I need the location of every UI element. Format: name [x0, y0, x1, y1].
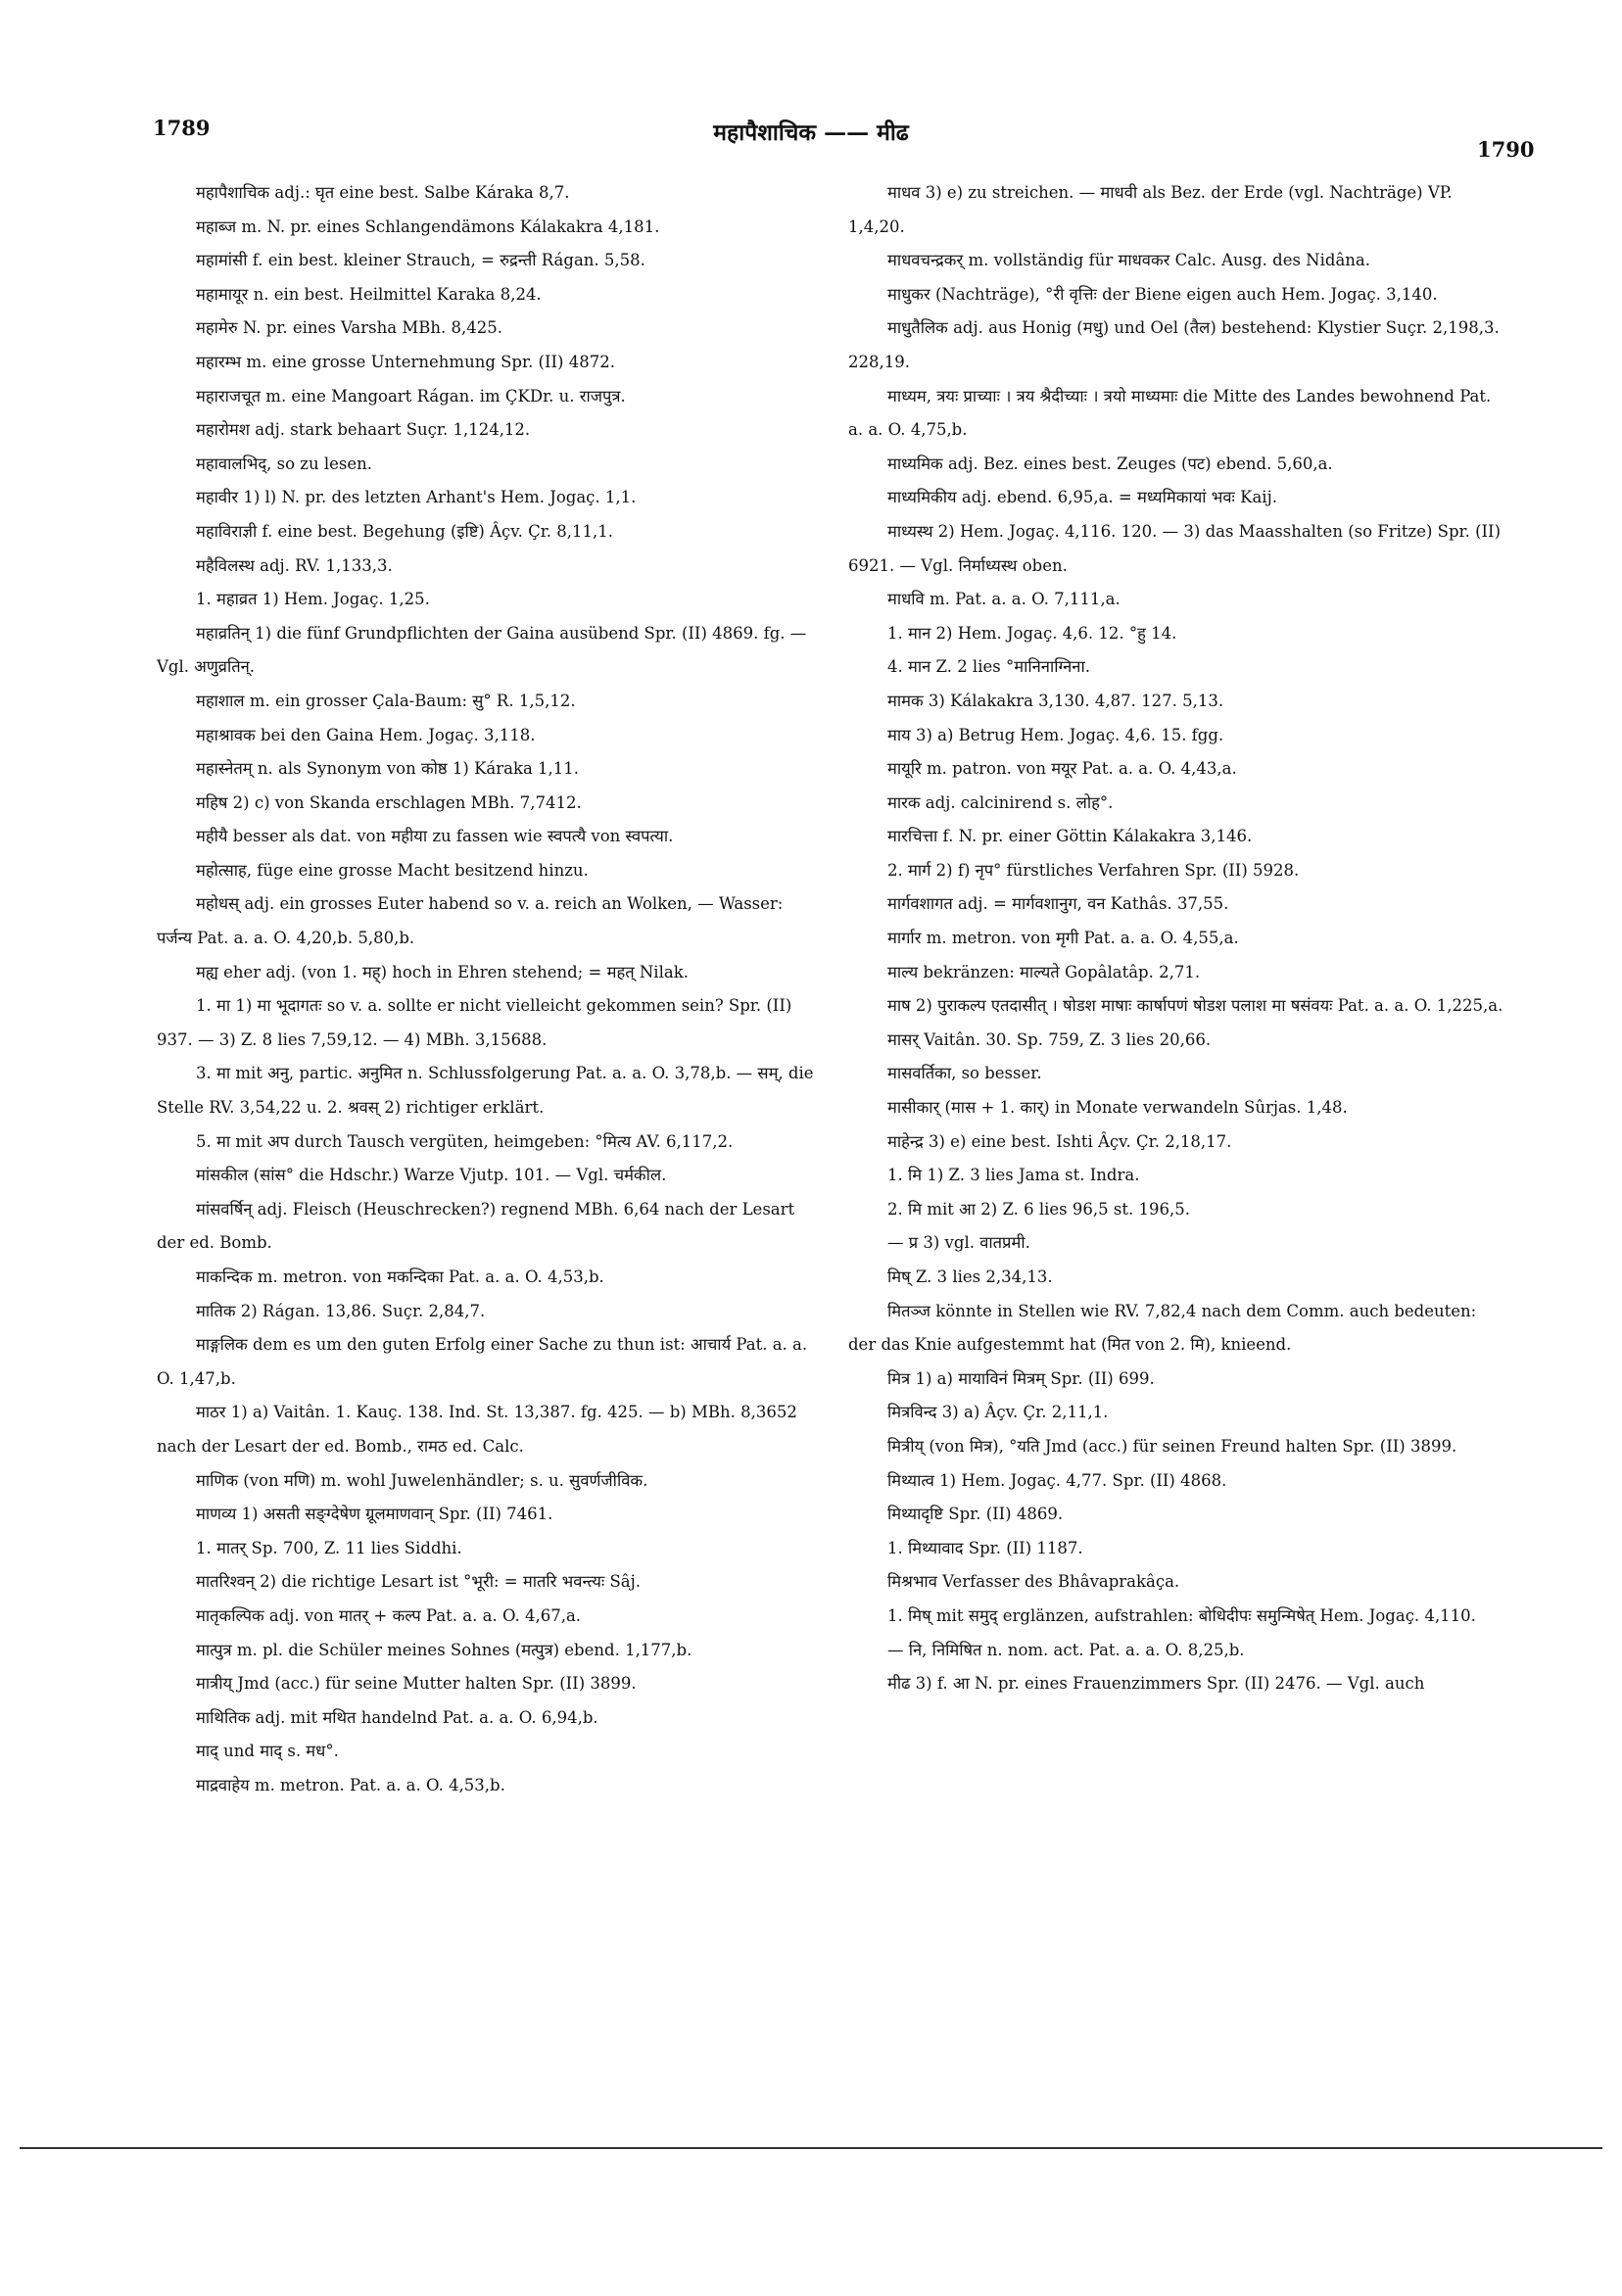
dictionary-entry: माष 2) पुराकल्प एतदासीत् । षोडश माषाः कार्षापणं षोडश पलाश मा षसंवयः Pat. a. a. O. 1,225,a. — [887, 996, 1503, 1016]
dictionary-entry: महाश्रावक bei den Gaina Hem. Jogaç. 3,118. — [196, 725, 536, 744]
dictionary-entry: मित्रीय् (von मित्र), °यति Jmd (acc.) für seinen Freund halten Spr. (II) 3899. — [887, 1436, 1457, 1456]
dictionary-entry: माहेन्द्र 3) e) eine best. Ishti Âçv. Çr. 2,18,17. — [887, 1131, 1232, 1151]
dictionary-entry: माधवि m. Pat. a. a. O. 7,111,a. — [887, 590, 1121, 609]
dictionary-entry: — प्र 3) vgl. वातप्रमी. — [887, 1233, 1030, 1253]
dictionary-entry: माध्यमिक adj. Bez. eines best. Zeuges (पट) ebend. 5,60,a. — [887, 454, 1333, 473]
dictionary-entry: 1. मान 2) Hem. Jogaç. 4,6. 12. °हु 14. — [887, 623, 1177, 643]
dictionary-entry: महोधस् adj. ein grosses Euter habend so v. a. reich an Wolken, — Wasser: पर्जन्य Pat. a. a. O. 4,20,b. 5,80,b. — [157, 894, 784, 948]
dictionary-entry: मासीकार् (मास + 1. कार्) in Monate verwandeln Sûrjas. 1,48. — [887, 1098, 1348, 1118]
dictionary-entry: मात्पुत्र m. pl. die Schüler meines Sohnes (मत्पुत्र) ebend. 1,177,b. — [196, 1640, 692, 1659]
dictionary-entry: माथितिक adj. mit मथित handelnd Pat. a. a. O. 6,94,b. — [196, 1707, 598, 1727]
dictionary-entry: 2. मार्ग 2) f) नृप° fürstliches Verfahren Spr. (II) 5928. — [887, 860, 1300, 880]
dictionary-entry: 3. मा mit अनु, partic. अनुमित n. Schlussfolgerung Pat. a. a. O. 3,78,b. — सम्, die Stelle RV. 3,54,22 u. 2. श्रवस् 2) richtiger erklärt. — [157, 1064, 814, 1118]
dictionary-entry: माध्यमिकीय adj. ebend. 6,95,a. = मध्यमिकायां भवः Kaij. — [887, 488, 1277, 507]
dictionary-entry: माठर 1) a) Vaitân. 1. Kauç. 138. Ind. St. 13,387. fg. 425. — b) MBh. 8,3652 nach der Lesart der ed. Bomb., रामठ ed. Calc. — [157, 1403, 797, 1456]
dictionary-entry: मिश्रभाव Verfasser des Bhâvaprakâça. — [887, 1572, 1180, 1592]
dictionary-entry: महैविलस्थ adj. RV. 1,133,3. — [196, 555, 393, 575]
dictionary-entry: माध्यम, त्रयः प्राच्याः । त्रय श्रैदीच्याः । त्रयो माध्यमाः die Mitte des Landes bewohnend Pat. a. a. O. 4,75,b. — [848, 386, 1492, 440]
dictionary-entry: माध्यस्थ 2) Hem. Jogaç. 4,116. 120. — 3) das Maasshalten (so Fritze) Spr. (II) 6921. — Vgl. निर्माध्यस्थ oben. — [848, 521, 1502, 575]
dictionary-entry: माधव 3) e) zu streichen. — माधवी als Bez. der Erde (vgl. Nachträge) VP. 1,4,20. — [848, 183, 1453, 236]
dictionary-entry: 2. मि mit आ 2) Z. 6 lies 96,5 st. 196,5. — [887, 1199, 1190, 1219]
dictionary-entry: माय 3) a) Betrug Hem. Jogaç. 4,6. 15. fgg. — [887, 725, 1224, 744]
dictionary-entry: माधुकर (Nachträge), °री वृत्तिः der Biene eigen auch Hem. Jogaç. 3,140. — [887, 284, 1438, 304]
dictionary-entry: मामक 3) Kálakakra 3,130. 4,87. 127. 5,13. — [887, 691, 1224, 710]
dictionary-entry: माणिक (von मणि) m. wohl Juwelenhändler; s. u. सुवर्णजीविक. — [196, 1470, 648, 1490]
dictionary-entry: मिथ्यादृष्टि Spr. (II) 4869. — [887, 1505, 1064, 1524]
dictionary-entry: 1. मिष् mit समुद् erglänzen, aufstrahlen: बोधिदीपः समुन्मिषेत् Hem. Jogaç. 4,110. — [887, 1605, 1476, 1625]
page-number-right: 1790 — [1477, 137, 1535, 162]
dictionary-entry: मितञ्ज könnte in Stellen wie RV. 7,82,4 nach dem Comm. auch bedeuten: der das Knie aufgestemmt hat (मित von 2. मि), knieend. — [848, 1301, 1477, 1355]
dictionary-entry: महीयै besser als dat. von महीया zu fassen wie स्वपत्यै von स्वपत्या. — [196, 827, 674, 846]
dictionary-entry: महाराजचूत m. eine Mangoart Rágan. im ÇKDr. u. राजपुत्र. — [196, 386, 626, 406]
dictionary-entry: महोत्साह, füge eine grosse Macht besitzend hinzu. — [196, 860, 589, 880]
dictionary-entry: मात्रीय् Jmd (acc.) für seine Mutter halten Spr. (II) 3899. — [196, 1674, 637, 1694]
dictionary-entry: महापैशाचिक adj.: घृत eine best. Salbe Káraka 8,7. — [196, 183, 570, 202]
dictionary-entry: महारोमश adj. stark behaart Suçr. 1,124,12. — [196, 420, 531, 440]
dictionary-entry: महाशाल m. ein grosser Çala-Baum: सु° R. 1,5,12. — [196, 691, 576, 710]
dictionary-entry: माधवचन्द्रकर् m. vollständig für माधवकर Calc. Ausg. des Nidâna. — [887, 251, 1371, 270]
dictionary-entry: मासवर्तिका, so besser. — [887, 1064, 1042, 1083]
dictionary-entry: 1. मातर् Sp. 700, Z. 11 lies Siddhi. — [196, 1538, 462, 1557]
dictionary-entry: 1. मि 1) Z. 3 lies Jama st. Indra. — [887, 1166, 1140, 1185]
dictionary-entry: मारचित्ता f. N. pr. einer Göttin Kálakakra 3,146. — [887, 827, 1253, 846]
dictionary-entry: महामायूर n. ein best. Heilmittel Karaka 8,24. — [196, 284, 542, 304]
dictionary-entry: महामेरु N. pr. eines Varsha MBh. 8,425. — [196, 318, 502, 338]
dictionary-entry: मिष् Z. 3 lies 2,34,13. — [887, 1268, 1053, 1286]
dictionary-entry: 5. मा mit अप durch Tausch vergüten, heimgeben: °मित्य AV. 6,117,2. — [196, 1131, 734, 1151]
dictionary-entry: महामांसी f. ein best. kleiner Strauch, = रुद्रन्ती Rágan. 5,58. — [196, 251, 645, 270]
dictionary-entry: महावालभिद्, so zu lesen. — [196, 454, 373, 473]
dictionary-entry: महाविराज्ञी f. eine best. Begehung (इष्टि) Âçv. Çr. 8,11,1. — [196, 521, 614, 541]
dictionary-entry: महारम्भ m. eine grosse Unternehmung Spr. (II) 4872. — [196, 352, 615, 371]
dictionary-entry: — नि, निमिषित n. nom. act. Pat. a. a. O. 8,25,b. — [887, 1640, 1245, 1659]
dictionary-entry: मांसवर्षिन् adj. Fleisch (Heuschrecken?) regnend MBh. 6,64 nach der Lesart der ed. Bomb. — [157, 1199, 795, 1253]
dictionary-entry: मातृकल्पिक adj. von मातर् + कल्प Pat. a. a. O. 4,67,a. — [196, 1605, 582, 1625]
left-column — [157, 176, 815, 1803]
dictionary-entry: महाब्ज m. N. pr. eines Schlangendämons Kálakakra 4,181. — [196, 216, 660, 236]
running-head: महापैशाचिक —— मीढ — [713, 120, 909, 146]
dictionary-entry: महाव्रतिन् 1) die fünf Grundpflichten der Gaina ausübend Spr. (II) 4869. fg. — Vgl. अणुव्रतिन्. — [157, 623, 807, 677]
dictionary-entry: महिष 2) c) von Skanda erschlagen MBh. 7,7412. — [196, 792, 582, 812]
dictionary-entry: माङ्गलिक dem es um den guten Erfolg einer Sache zu thun ist: आचार्य Pat. a. a. O. 1,47,b. — [157, 1335, 808, 1388]
dictionary-entry: मिथ्यात्व 1) Hem. Jogaç. 4,77. Spr. (II) 4868. — [887, 1470, 1227, 1490]
dictionary-entry: मित्रविन्द 3) a) Âçv. Çr. 2,11,1. — [887, 1403, 1109, 1422]
dictionary-entry: मातिक 2) Rágan. 13,86. Suçr. 2,84,7. — [196, 1301, 486, 1320]
right-column — [848, 176, 1506, 1701]
dictionary-entry: मित्र 1) a) मायाविनं मित्रम् Spr. (II) 699. — [887, 1368, 1155, 1388]
dictionary-entry: माकन्दिक m. metron. von मकन्दिका Pat. a. a. O. 4,53,b. — [196, 1268, 604, 1286]
dictionary-entry: मार्गार m. metron. von मृगी Pat. a. a. O. 4,55,a. — [887, 929, 1239, 948]
dictionary-entry: मार्गवशागत adj. = मार्गवशानुग, वन Kathâs. 37,55. — [887, 894, 1229, 914]
dictionary-entry: महास्नेतम् n. als Synonym von कोष्ठ 1) Káraka 1,11. — [196, 759, 580, 779]
page-number-left: 1789 — [153, 116, 211, 140]
dictionary-entry: मह्य eher adj. (von 1. मह्) hoch in Ehren stehend; = महत् Nilak. — [196, 962, 689, 981]
dictionary-entry: मायूरि m. patron. von मयूर Pat. a. a. O. 4,43,a. — [887, 759, 1237, 779]
dictionary-entry: मातरिश्वन् 2) die richtige Lesart ist °भूरी: = मातरि भवन्त्यः Sâj. — [196, 1572, 641, 1592]
dictionary-entry: मांसकील (सांस° die Hdschr.) Warze Vjutp. 101. — Vgl. चर्मकील. — [196, 1166, 667, 1185]
dictionary-entry: 1. मा 1) मा भूदागतः so v. a. sollte er nicht vielleicht gekommen sein? Spr. (II) 937. — 3) Z. 8 lies 7,59,12. — 4) MBh. 3,15688. — [157, 996, 792, 1049]
footer-rule — [20, 2147, 1602, 2149]
dictionary-entry: मारक adj. calcinirend s. लोह°. — [887, 792, 1114, 812]
dictionary-entry: माल्य bekränzen: माल्यते Gopâlatâp. 2,71. — [887, 962, 1201, 981]
dictionary-entry: 1. मिथ्यावाद Spr. (II) 1187. — [887, 1538, 1083, 1557]
dictionary-entry: 4. मान Z. 2 lies °मानिनाग्निना. — [887, 657, 1090, 677]
dictionary-entry: माणव्य 1) असती सङ्ग्देषेण ग्रूलमाणवान् Spr. (II) 7461. — [196, 1505, 553, 1524]
dictionary-entry: माधुतैलिक adj. aus Honig (मधु) und Oel (तैल) bestehend: Klystier Suçr. 2,198,3. 228,19. — [848, 318, 1500, 371]
dictionary-entry: माद् und माद् s. मध°. — [196, 1742, 339, 1761]
dictionary-entry: महावीर 1) l) N. pr. des letzten Arhant's Hem. Jogaç. 1,1. — [196, 488, 637, 507]
dictionary-entry: मीढ 3) f. आ N. pr. eines Frauenzimmers Spr. (II) 2476. — Vgl. auch — [887, 1674, 1425, 1694]
dictionary-entry: मासर् Vaitân. 30. Sp. 759, Z. 3 lies 20,66. — [887, 1029, 1212, 1049]
dictionary-entry: 1. महाव्रत 1) Hem. Jogaç. 1,25. — [196, 590, 430, 609]
dictionary-entry: माद्रवाहेय m. metron. Pat. a. a. O. 4,53,b. — [196, 1775, 505, 1794]
